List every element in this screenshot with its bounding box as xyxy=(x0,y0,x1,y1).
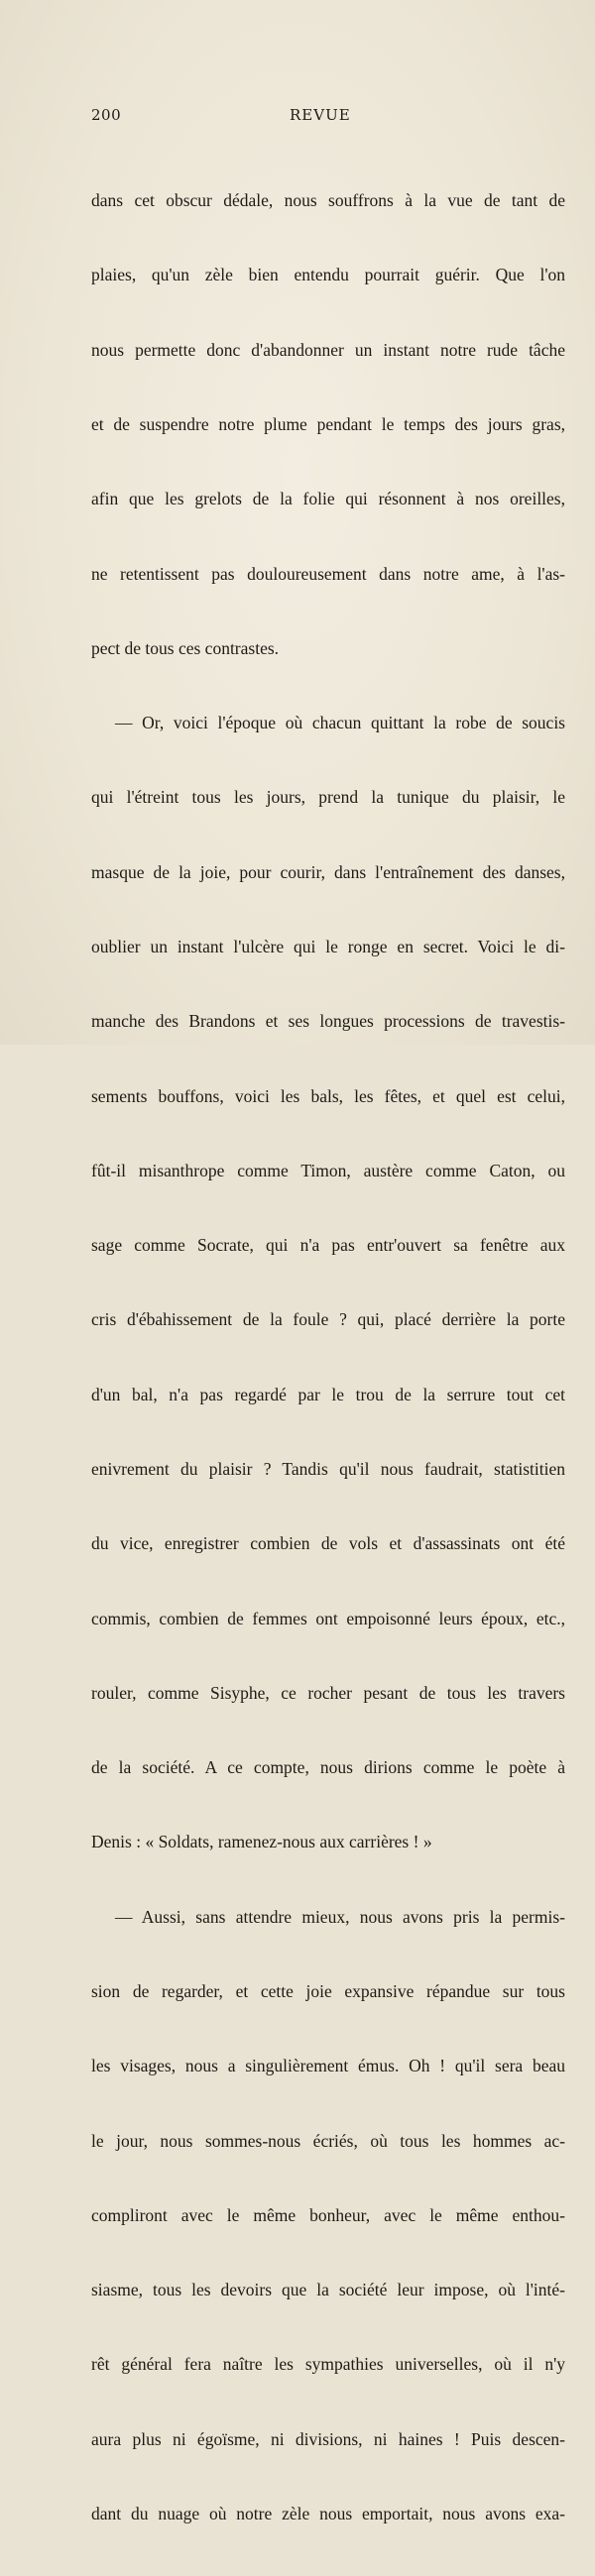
text-line: qui l'étreint tous les jours, prend la tunique du plaisir, le xyxy=(91,787,565,808)
running-head: REVUE xyxy=(290,106,351,124)
text-line: enivrement du plaisir ? Tandis qu'il nous faudrait, statistitien xyxy=(91,1458,565,1479)
text-line: cris d'ébahissement de la foule ? qui, placé derrière la porte xyxy=(91,1309,565,1330)
text-line: rouler, comme Sisyphe, ce rocher pesant de tous les travers xyxy=(91,1682,565,1703)
text-line: commis, combien de femmes ont empoisonné leurs époux, etc., xyxy=(91,1608,565,1628)
text-line: le jour, nous sommes-nous écriés, où tous les hommes ac- xyxy=(91,2130,565,2151)
text-line: pect de tous ces contrastes. xyxy=(91,637,280,658)
text-line: de la société. A ce compte, nous dirions comme le poète à xyxy=(91,1757,565,1778)
text-line: dant du nuage où notre zèle nous emportait, nous avons exa- xyxy=(91,2503,565,2523)
text-line: afin que les grelots de la folie qui résonnent à nos oreilles, xyxy=(91,489,565,509)
text-line: Denis : « Soldats, ramenez-nous aux carrières ! » xyxy=(91,1832,432,1852)
text-line: masque de la joie, pour courir, dans l'entraînement des danses, xyxy=(91,861,565,882)
text-line: dans cet obscur dédale, nous souffrons à la vue de tant de xyxy=(91,190,565,211)
text-line: ne retentissent pas douloureusement dans notre ame, à l'as- xyxy=(91,563,565,584)
text-line: sage comme Socrate, qui n'a pas entr'ouvert sa fenêtre aux xyxy=(91,1235,565,1256)
text-line: oublier un instant l'ulcère qui le ronge en secret. Voici le di- xyxy=(91,937,565,956)
text-line: sements bouffons, voici les bals, les fêtes, et quel est celui, xyxy=(91,1085,565,1106)
text-line: sion de regarder, et cette joie expansive répandue sur tous xyxy=(91,1980,565,2001)
text-line: fût-il misanthrope comme Timon, austère comme Caton, ou xyxy=(91,1160,565,1180)
text-line: du vice, enregistrer combien de vols et d'assassinats ont été xyxy=(91,1533,565,1554)
text-line: et de suspendre notre plume pendant le temps des jours gras, xyxy=(91,414,565,435)
text-line: les visages, nous a singulièrement émus. Oh ! qu'il sera beau xyxy=(91,2056,565,2076)
text-line: compliront avec le même bonheur, avec le même enthou- xyxy=(91,2204,565,2225)
text-line: siasme, tous les devoirs que la société leur impose, où l'inté- xyxy=(91,2280,565,2300)
body-text xyxy=(91,139,565,2576)
page-number: 200 xyxy=(91,106,122,124)
text-line: aura plus ni égoïsme, ni divisions, ni haines ! Puis descen- xyxy=(91,2428,565,2449)
page-header xyxy=(91,106,508,126)
text-line: plaies, qu'un zèle bien entendu pourrait guérir. Que l'on xyxy=(91,265,565,285)
text-line: rêt général fera naître les sympathies universelles, où il n'y xyxy=(91,2354,565,2375)
text-line: manche des Brandons et ses longues processions de travestis- xyxy=(91,1011,565,1032)
text-line: — Aussi, sans attendre mieux, nous avons pris la permis- xyxy=(115,1906,565,1927)
text-line: d'un bal, n'a pas regardé par le trou de la serrure tout cet xyxy=(91,1384,565,1404)
text-line: — Or, voici l'époque où chacun quittant la robe de soucis xyxy=(115,713,565,733)
text-line: nous permette donc d'abandonner un instant notre rude tâche xyxy=(91,339,565,360)
